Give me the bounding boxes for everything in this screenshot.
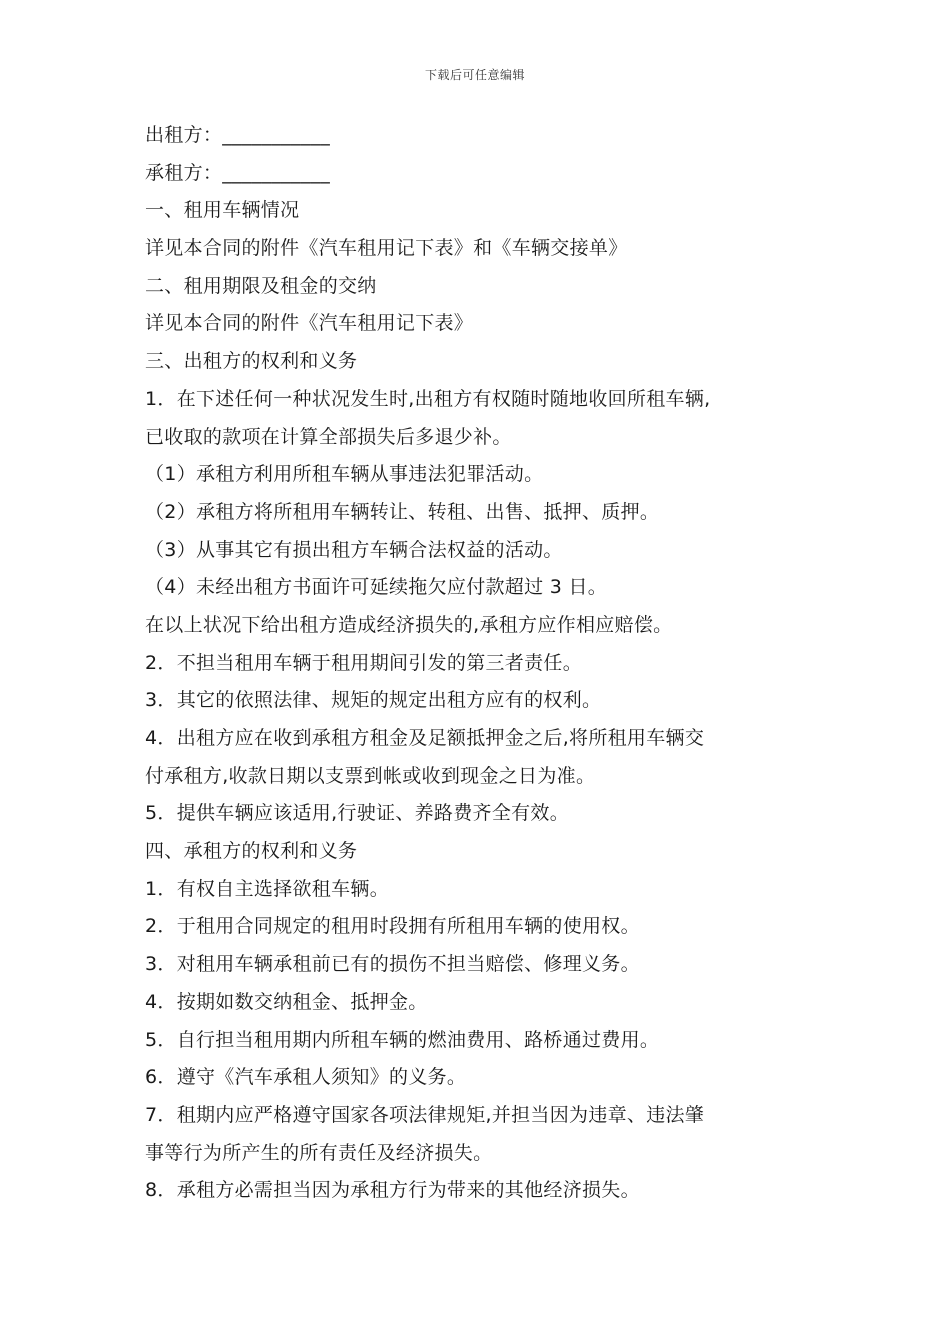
section-heading: 三、出租方的权利和义务 xyxy=(145,350,358,373)
sub-clause-line: （4）未经出租方书面许可延续拖欠应付款超过 3 日。 xyxy=(145,576,608,599)
clause-line: 5．提供车辆应该适用,行驶证、养路费齐全有效。 xyxy=(145,802,570,825)
clause-line: 8．承租方必需担当因为承租方行为带来的其他经济损失。 xyxy=(145,1179,640,1202)
lessor-line: 出租方：___________ xyxy=(145,124,331,146)
clause-line: 已收取的款项在计算全部损失后多退少补。 xyxy=(145,425,512,448)
clause-line: 5．自行担当租用期内所租车辆的燃油费用、路桥通过费用。 xyxy=(145,1028,660,1051)
clause-line: 1．有权自主选择欲租车辆。 xyxy=(145,877,389,900)
paragraph-line: 详见本合同的附件《汽车租用记下表》 xyxy=(145,312,474,335)
clause-line: 4．按期如数交纳租金、抵押金。 xyxy=(145,990,428,1013)
lessee-line: 承租方：___________ xyxy=(145,161,331,184)
paragraph-line: 在以上状况下给出租方造成经济损失的,承租方应作相应赔偿。 xyxy=(145,613,673,636)
sub-clause-line: （1）承租方利用所租车辆从事违法犯罪活动。 xyxy=(145,463,544,486)
sub-clause-line: （3）从事其它有损出租方车辆合法权益的活动。 xyxy=(145,538,563,561)
sub-clause-line: （2）承租方将所租用车辆转让、转租、出售、抵押、质押。 xyxy=(145,500,660,523)
clause-line: 付承租方,收款日期以支票到帐或收到现金之日为准。 xyxy=(145,764,596,787)
clause-line: 1．在下述任何一种状况发生时,出租方有权随时随地收回所租车辆, xyxy=(145,387,711,410)
clause-line: 2．不担当租用车辆于租用期间引发的第三者责任。 xyxy=(145,651,582,674)
section-heading: 四、承租方的权利和义务 xyxy=(145,840,358,863)
section-heading: 一、租用车辆情况 xyxy=(145,199,300,222)
clause-line: 3．其它的依照法律、规矩的规定出租方应有的权利。 xyxy=(145,689,602,712)
contract-body xyxy=(145,117,820,1210)
clause-line: 4．出租方应在收到承租方租金及足额抵押金之后,将所租用车辆交 xyxy=(145,727,705,749)
clause-line: 7．租期内应严格遵守国家各项法律规矩,并担当因为违章、违法肇 xyxy=(145,1103,705,1126)
clause-line: 6．遵守《汽车承租人须知》的义务。 xyxy=(145,1066,467,1089)
section-heading: 二、租用期限及租金的交纳 xyxy=(145,274,377,297)
clause-line: 2．于租用合同规定的租用时段拥有所租用车辆的使用权。 xyxy=(145,915,640,938)
clause-line: 事等行为所产生的所有责任及经济损失。 xyxy=(145,1141,493,1164)
page-header-note: 下载后可任意编辑 xyxy=(424,68,525,82)
paragraph-line: 详见本合同的附件《汽车租用记下表》和《车辆交接单》 xyxy=(145,237,628,260)
clause-line: 3．对租用车辆承租前已有的损伤不担当赔偿、修理义务。 xyxy=(145,953,640,976)
